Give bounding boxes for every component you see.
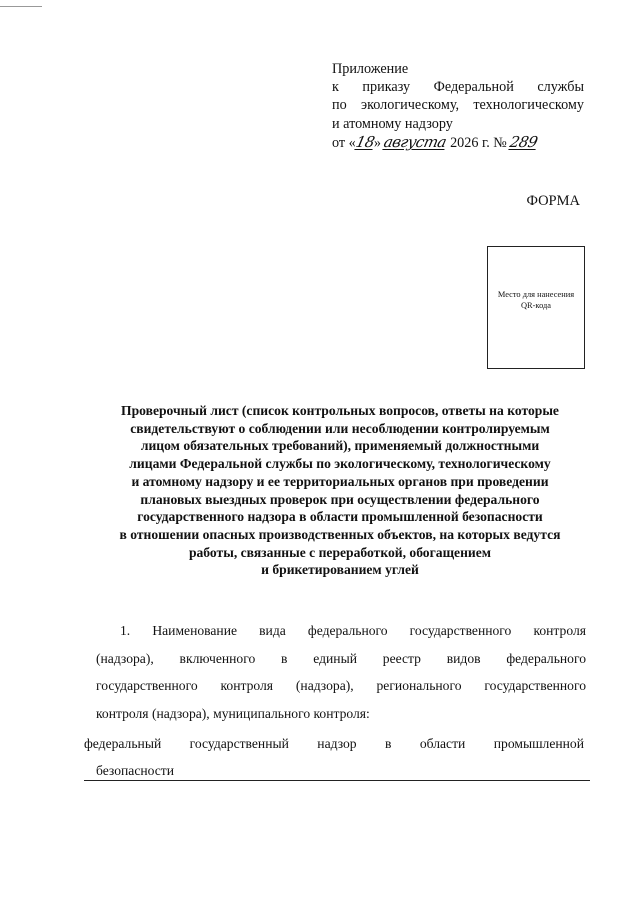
appendix-date-line — [332, 133, 584, 152]
appendix-order-line: к приказу Федеральной службы — [332, 79, 584, 96]
qr-placeholder-line-2: QR-кода — [521, 301, 551, 310]
section-1-line: 1. Наименование вида федерального государственного контроля — [120, 623, 586, 638]
answer-line: безопасности — [96, 763, 175, 779]
title-line: и атомному надзору и ее территориальных органов при проведении — [131, 473, 549, 489]
section-1-line: контроля (надзора), муниципального контроля: — [96, 705, 370, 721]
title-line: государственного надзора в области промышленной безопасности — [137, 509, 543, 525]
date-month-handwritten: августа — [382, 132, 449, 151]
title-line: плановых выездных проверок при осуществлении федерального — [140, 491, 540, 507]
scan-corner-mark — [0, 0, 42, 7]
appendix-heading: Приложение — [332, 61, 409, 77]
date-year: 2026 г. № — [450, 134, 507, 151]
qr-placeholder-text — [488, 289, 584, 311]
date-mid: » — [373, 134, 381, 151]
title-line: и брикетированием углей — [261, 562, 419, 578]
title-line: Проверочный лист (список контрольных вопросов, ответы на которые — [121, 403, 559, 418]
title-line: лицами Федеральной службы по экологическому, технологическому — [129, 456, 551, 472]
section-1-paragraph — [96, 617, 586, 727]
appendix-agency-line: по экологическому, технологическому — [332, 97, 584, 114]
answer-line: федеральный государственный надзор в области промышленной — [84, 736, 584, 751]
form-label: ФОРМА — [526, 193, 580, 209]
title-line: в отношении опасных производственных объектов, на которых ведутся — [119, 526, 561, 542]
document-title — [84, 402, 596, 579]
answer-underline — [84, 780, 590, 781]
appendix-agency-line-2: и атомному надзору — [332, 115, 453, 132]
order-number-handwritten: 289 — [508, 132, 540, 151]
qr-placeholder-line-1: Место для нанесения — [497, 290, 575, 299]
date-day-handwritten: 18 — [353, 132, 376, 151]
title-line: свидетельствуют о соблюдении или несоблюдении контролируемым — [130, 420, 550, 436]
qr-code-placeholder — [487, 246, 585, 369]
section-1-answer — [84, 730, 584, 784]
section-1-line: (надзора), включенного в единый реестр видов федерального — [96, 650, 586, 666]
section-1-line: государственного контроля (надзора), регионального государственного — [96, 678, 586, 694]
title-line: работы, связанные с переработкой, обогащением — [188, 544, 492, 560]
title-line: лицом обязательных требований), применяемый должностными — [140, 438, 540, 454]
appendix-block — [332, 60, 584, 152]
date-prefix: от « — [332, 134, 356, 151]
